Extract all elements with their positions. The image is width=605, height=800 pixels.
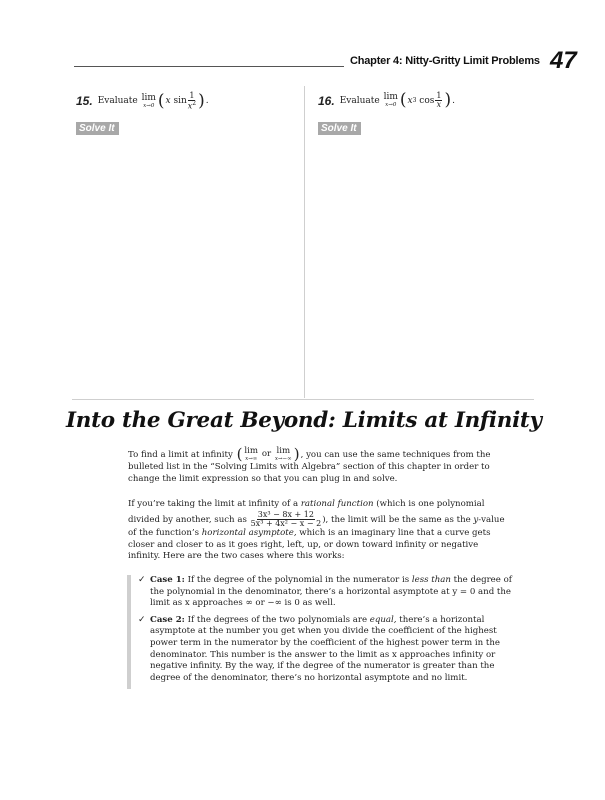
limit-operator: lim x→0: [141, 92, 156, 109]
expr-fraction: $\frac{1}{x^2}$: [187, 91, 197, 111]
case-list: [127, 575, 520, 689]
solve-it-badge: Solve It: [76, 122, 119, 135]
right-paren: ): [198, 90, 205, 111]
list-item: ✓ Case 2: If the degrees of the two polynomials are equal, there’s a horizontal asymptote at the number you get when you divide the coefficient of the highest power term in the numerator by the coefficient of the highest power term in the denominator. This number is the answer to the limit as x approaches infinity or negative infinity. By the way, if the degree of the numerator is greater than the degree of the denominator, there’s no horizontal asymptote and no limit.: [138, 614, 500, 683]
left-paren: (: [399, 90, 407, 110]
problem-verb: Evaluate: [97, 96, 138, 107]
problem-number: 15.: [76, 94, 93, 109]
list-item: ✓ Case 1: If the degree of the polynomial in the numerator is less than the degree of the polynomial in the denominator, there’s a horizontal asymptote at y = 0 and the limit as x approaches ∞ or −∞ is 0 as well.: [138, 575, 512, 609]
checkmark-icon: ✓: [138, 614, 146, 625]
problem-16: 16. Evaluate lim x→0 ( x 3 cos $\frac{1}{x}$ ) .: [318, 90, 455, 110]
problem-verb: Evaluate: [339, 95, 380, 106]
column-divider: [304, 86, 305, 398]
section-title: Into the Great Beyond: Limits at Infinity: [66, 408, 542, 433]
page-number: 47: [550, 47, 577, 74]
expr-function: cos: [419, 95, 435, 106]
paragraph-2: If you’re taking the limit at infinity of a rational function (which is one polynomial divided by another, such as $\frac{\text{3x³ − 8x + 12}}{\text{5x³ + 4x² − x − 2}}$ ), the limit will be the same as the y-value of the function’s horizontal asymptote, which is an imaginary line that a curve gets closer and closer to as it goes right, left, up, or down toward infinity or negative infinity. Here are the two cases where this works:: [128, 499, 505, 562]
chapter-title: Chapter 4: Nitty-Gritty Limit Problems: [350, 55, 540, 67]
expr-variable: x: [165, 96, 171, 107]
problem-number: 16.: [318, 93, 335, 108]
header-rule: [74, 66, 344, 67]
expr-fraction: $\frac{1}{x}$: [436, 91, 442, 109]
paragraph-1: To find a limit at infinity ( lim x→∞ or lim x→−∞ ) , you can use the same techniques from the bulleted list in the “Solving Limits with Algebra” section of this chapter in order to change the limit expression so that you can plug in and solve.: [128, 445, 491, 484]
left-paren: (: [157, 90, 165, 111]
right-paren: ): [444, 90, 452, 110]
rational-function-example: $\frac{\text{3x³ − 8x + 12}}{\text{5x³ + 4x² − x − 2}}$: [250, 509, 322, 528]
solve-it-badge: Solve It: [318, 122, 361, 135]
checkmark-icon: ✓: [138, 575, 146, 585]
expr-function: sin: [173, 96, 187, 107]
limit-infinity-expression: ( lim x→∞ or lim x→−∞ ): [236, 445, 300, 464]
limit-operator: lim x→0: [383, 91, 398, 108]
section-divider: [72, 399, 534, 400]
problem-15: 15. Evaluate lim x→0 ( x sin $\frac{1}{x^2}$ ) .: [76, 90, 209, 111]
expr-variable: x: [407, 95, 413, 106]
